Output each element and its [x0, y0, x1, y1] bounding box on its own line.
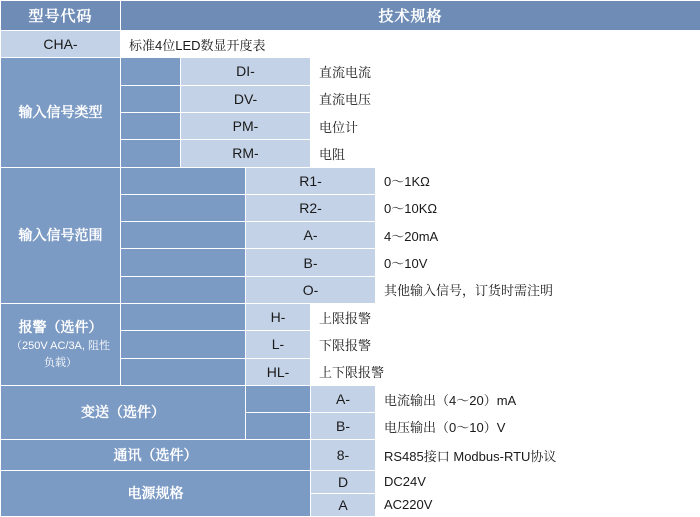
category-alarm-label: 报警（选件） — [18, 319, 103, 336]
spacer-cell — [121, 304, 246, 331]
power-desc: DC24V — [376, 470, 700, 493]
input-type-desc: 电位计 — [311, 112, 700, 139]
table-row — [1, 58, 700, 85]
alarm-code: H- — [246, 304, 311, 331]
input-type-code: RM- — [181, 140, 311, 167]
input-range-desc: 4～20mA — [376, 222, 700, 249]
spacer-cell — [246, 413, 311, 440]
comm-code: 8- — [311, 440, 376, 470]
input-type-desc: 直流电流 — [311, 58, 700, 85]
category-alarm — [1, 304, 121, 386]
category-transmit: 变送（选件） — [1, 385, 246, 440]
spacer-cell — [121, 358, 246, 385]
transmit-desc: 电压输出（0～10）V — [376, 413, 700, 440]
alarm-code: L- — [246, 331, 311, 358]
spacer-cell — [121, 85, 181, 112]
spacer-cell — [121, 249, 246, 276]
table-row — [1, 470, 700, 493]
category-communication: 通讯（选件） — [1, 440, 311, 470]
category-input-signal-range: 输入信号范围 — [1, 167, 121, 303]
table-row — [1, 385, 700, 412]
table-row — [1, 440, 700, 470]
alarm-desc: 上限报警 — [311, 304, 700, 331]
transmit-code: B- — [311, 413, 376, 440]
spacer-cell — [246, 385, 311, 412]
transmit-code: A- — [311, 385, 376, 412]
input-type-desc: 电阻 — [311, 140, 700, 167]
input-type-code: PM- — [181, 112, 311, 139]
model-code-desc: 标准4位LED数显开度表 — [121, 31, 700, 58]
spacer-cell — [121, 58, 181, 85]
category-power-supply: 电源规格 — [1, 470, 311, 516]
table-row — [1, 31, 700, 58]
input-type-code: DV- — [181, 85, 311, 112]
power-code: D — [311, 470, 376, 493]
spacer-cell — [121, 167, 246, 194]
alarm-desc: 下限报警 — [311, 331, 700, 358]
input-range-code: O- — [246, 276, 376, 303]
power-code: A — [311, 493, 376, 516]
power-desc: AC220V — [376, 493, 700, 516]
input-range-code: R2- — [246, 194, 376, 221]
table-row — [1, 167, 700, 194]
spacer-cell — [121, 331, 246, 358]
model-code-value: CHA- — [1, 31, 121, 58]
input-type-code: DI- — [181, 58, 311, 85]
spacer-cell — [121, 276, 246, 303]
input-range-desc: 0～10KΩ — [376, 194, 700, 221]
input-range-desc: 0～1KΩ — [376, 167, 700, 194]
input-range-desc: 0～10V — [376, 249, 700, 276]
comm-desc: RS485接口 Modbus-RTU协议 — [376, 440, 700, 470]
table-row — [1, 304, 700, 331]
transmit-desc: 电流输出（4～20）mA — [376, 385, 700, 412]
category-input-signal-type: 输入信号类型 — [1, 58, 121, 167]
spacer-cell — [121, 112, 181, 139]
spacer-cell — [121, 140, 181, 167]
header-technical-spec: 技术规格 — [121, 1, 700, 31]
alarm-desc: 上下限报警 — [311, 358, 700, 385]
input-type-desc: 直流电压 — [311, 85, 700, 112]
spacer-cell — [121, 194, 246, 221]
table-header-row — [1, 1, 700, 31]
header-model-code: 型号代码 — [1, 1, 121, 31]
input-range-code: R1- — [246, 167, 376, 194]
input-range-code: B- — [246, 249, 376, 276]
spacer-cell — [121, 222, 246, 249]
category-alarm-sublabel: （250V AC/3A, 阻性负载） — [10, 340, 111, 369]
input-range-code: A- — [246, 222, 376, 249]
alarm-code: HL- — [246, 358, 311, 385]
input-range-desc: 其他输入信号，订货时需注明 — [376, 276, 700, 303]
